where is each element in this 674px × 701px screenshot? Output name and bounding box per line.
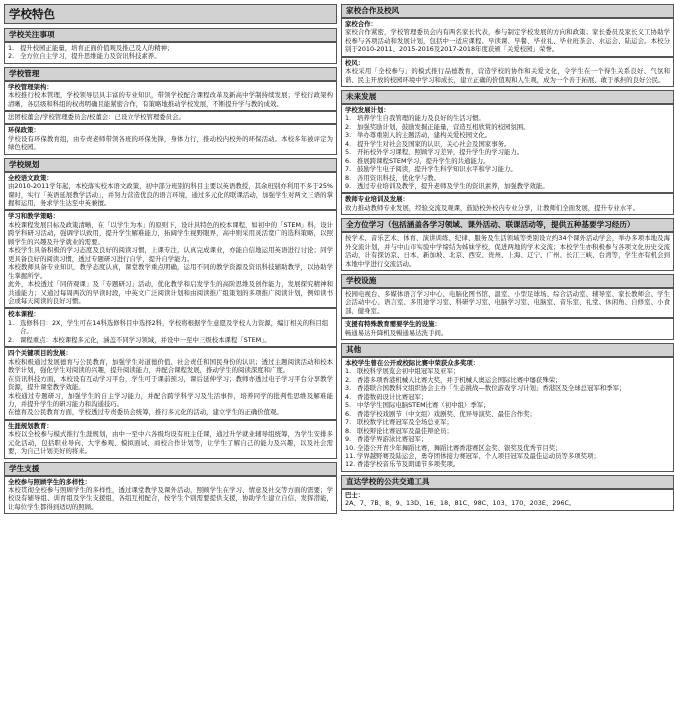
career-title: 生涯规划教育： <box>8 421 53 430</box>
strategy-para: 本校学生具备积极的学习态度及良好的阅读习惯，上课专注，认真完成课业，亦能自信地运用英语进行讨论；同学更具备良好的阅读习惯，透过专题研习进行自学，提升自学能力。 <box>8 246 333 263</box>
plan-box <box>341 104 674 194</box>
list-item: 1. 选修科目：2X，学生可在14科选修科目中选择2科，学校将根据学生意愿及学校人力资源，编订相关的科目组合。 <box>8 318 329 336</box>
lang-box <box>4 172 337 211</box>
list-item: 7. 联校数学比赛冠军及全场总亚军； <box>345 418 453 427</box>
list-item: 1. 培养学生自我管理的能力及良好的生活习惯。 <box>345 114 485 123</box>
coop-title: 家校合作： <box>345 19 377 28</box>
teacher-box <box>341 193 674 215</box>
facilities-box <box>341 288 674 318</box>
list-item: 7. 鼓励学生电子阅读，提升学生科学知识水平和学习能力。 <box>345 165 517 174</box>
arch-title: 学校管理架构： <box>8 82 53 91</box>
env-box <box>4 124 337 154</box>
home-school-heading: 家校合作及校风 <box>341 4 674 18</box>
list-item: 6. 推展跨课程STEM学习，提升学生的共通能力。 <box>345 156 490 165</box>
support-heading: 学生支援 <box>4 462 337 476</box>
teacher-title: 教师专业培训及发展： <box>345 195 409 204</box>
awards-title: 本校学生曾在公开或校际比赛中荣获众多奖项： <box>345 358 480 367</box>
list-item: 3. 举办尊重别人的主题活动，建构关爱校园文化。 <box>345 131 492 140</box>
board-box <box>4 111 337 124</box>
career-text: 本校以全校参与模式推行生涯规划，由中一至中六各级均设有班主任课，通过升学就业辅导组统筹，为学生安排多元化活动，包括职业导向、大学参观、模拟面试、商校合作计划等，让学生了解自己的能力及兴趣，以及社会需要，为自己计划美好的将来。 <box>8 430 333 456</box>
coop-text: 家校合作紧密，学校管理委员会内有两名家长代表，参与制定学校发展的方向和政策；家长委员及家长义工协助学校参与各项活动和发展计划，包括中一适应课程、早读课、早餐、毕业礼、毕业班茶会、水运会、陆运会。本校分别于2010-2011、2015-2016及2017-2018年度获颁「关爱校园」荣誉。 <box>345 28 670 54</box>
bus-routes: 2A、7、7B、8、9、13D、16、18、81C、98C、103、170、203E、296C。 <box>345 499 576 508</box>
future-heading: 未来发展 <box>341 90 674 104</box>
management-heading: 学校管理 <box>4 67 337 81</box>
env-text: 学校设有环保教育组，由专责老师带领各班的环保先锋，身体力行，推动校内校外的环保活动。本校多年被评定为绿色校园。 <box>8 134 333 152</box>
diverse-title: 全校参与照顾学生的多样性： <box>8 477 92 486</box>
diverse-text: 本校贯彻全校参与照顾学生的多样性，透过课堂教学及课外活动，照顾学生在学习、情意及社交等方面的需要；学校设有辅导组、训育组及学生支援组，各组互相配合，按学生个别需要提供支援，协助学生建立自信，发挥潜能，让每位学生都得到适切的照顾。 <box>8 486 333 511</box>
lang-text: 由2010-2011学年起，本校落实校本语文政策，初中部分班别的科目主要以英语教授，其余班别亦利用不多于25%课时，实行「英语延展教学活动」，并努力营造优良的语言环境，通过多元化的联课活动，加强学生对两文三语的掌握和运用，务求学生达至中英兼擅。 <box>8 182 333 208</box>
kla-para: 在德育及公民教育方面，学校透过专责委员会统筹，推行多元化的活动，建立学生的正确价值观。 <box>8 408 283 417</box>
facilities-heading: 学校设施 <box>341 274 674 288</box>
kla-para: 在资讯科技方面，本校设有互动学习平台，学生可于课前预习，课后延伸学习；教师亦透过电子学习平台分享教学资源，提升课堂教学效能。 <box>8 374 333 392</box>
whole-person-box <box>341 232 674 271</box>
list-item: 4. 香港数码设计比赛冠军； <box>345 392 428 401</box>
list-item: 1. 联校科学展览会初中组冠军及亚军； <box>345 367 460 376</box>
kla-para: 本校通过专题研习，加强学生的自主学习能力，并配合跨学科学习及生活事件，培养同学的批判性思维及解难能力，并提升学生的研习能力和沟通技巧。 <box>8 391 333 408</box>
right-column <box>341 4 674 511</box>
list-item: 9. 透过专业培训及教学，提升老师及学生的资讯素养，加强教学效能。 <box>345 181 549 190</box>
strategy-box <box>4 210 337 308</box>
list-item: 8. 善用资讯科技，优化学与教。 <box>345 173 441 182</box>
board-text: 法团校董会/学校管理委员会/校董会：已设立学校管理委员会。 <box>8 112 185 121</box>
list-item: 2. 课程重点：本校课程多元化，涵盖不同学习领域，并设中一至中三级校本课程「STEM」。 <box>8 335 271 344</box>
kla-title: 四个关键项目的发展： <box>8 349 72 358</box>
lang-title: 全校语文政策： <box>8 173 53 182</box>
ethos-title: 校风： <box>345 58 365 67</box>
focus-heading: 学校关注事项 <box>4 28 337 42</box>
strategy-para: 此外，本校透过「同侪观课」及「专题研习」活动，优化教学和启发学生的高阶思维及创作能力，发展探究精神和共通能力；又通过每周两次的早读时段，中英文广泛阅读计划和由阅读推广组策划的多项推广阅读计划，例如读书会或每天阅读的良好习惯。 <box>8 280 333 305</box>
left-column <box>4 4 337 514</box>
transport-box <box>341 489 674 511</box>
list-item: 1. 提升校园正能量，培育正面价值观及推己及人的精神； <box>8 43 174 52</box>
career-box <box>4 420 337 459</box>
transport-heading: 直达学校的公共交通工具 <box>341 475 674 489</box>
others-heading: 其他 <box>341 343 674 357</box>
kla-box <box>4 347 337 420</box>
page-title: 学校特色 <box>4 4 337 24</box>
management-box <box>4 81 337 111</box>
whole-person-text: 按学术、音乐艺术、体育、演讲训练、纪律、服务及生活领域等类别设立约34个课外活动学会，举办多项本地及海外交流计划，并与中山市实验中学缔结为姊妹学校，促进两地的学术交流；本校学生亦积极参与各项文化历史交流活动，计有探访京、日本、新加坡、北京、西安、贵州、上海、辽宁、广州、长江三峡、台湾等，学生亦有机会到本地中学进行交流活动。 <box>345 234 670 268</box>
list-item: 10. 全港公开青少年舞蹈比赛，舞蹈比赛香港赛区金奖、银奖及优秀节目奖； <box>345 443 562 452</box>
bus-label: 巴士： <box>345 490 365 499</box>
whole-person-heading: 全方位学习（包括涵盖各学习领域、课外活动、联课活动等，提供五种基要学习经历） <box>341 218 674 232</box>
curriculum-heading: 学校规划 <box>4 158 337 172</box>
env-title: 环保政策： <box>8 126 40 135</box>
teacher-text: 致力推动教师专业发展，经验交流及观课，鼓励校外校内专业分享，让教师们全面发展，提升专业水平。 <box>345 203 639 212</box>
focus-box <box>4 42 337 64</box>
sen-box <box>341 318 674 340</box>
ethos-text: 本校采用「全校参与」的模式推行品德教育，营造学校的协作和关爱文化，令学生在一个得生关系良好、气氛和谐、民主开放的校园环境中学习和成长，建立正确的价值观和人生观，成为一个善于拓展、敢于承担的良好公民。 <box>345 67 670 84</box>
ethos-box <box>341 57 674 87</box>
strategy-title: 学习和教学策略： <box>8 212 60 221</box>
kla-para: 本校积极通过发展德育与公民教育，加强学生对道德价值、社会责任和国民身份的认识；透过主题阅读活动和校本教学计划，强化学生对阅读的兴趣，提升阅读能力，并配合课程发展，推动学生的阅读深度和广度。 <box>8 357 333 375</box>
list-item: 3. 香港联合国教科文组织协会主办「生态挑战—数位游戏学习计划」香港区及全球总冠军和季军； <box>345 384 626 393</box>
awards-box <box>341 357 674 472</box>
list-item: 12. 香港学校音乐节及朗诵节多项奖项。 <box>345 460 460 469</box>
list-item: 8. 联校辩论比赛冠军及最佳辩论员； <box>345 426 453 435</box>
strategy-para: 本校教师具备专业知识，教学态度认真，课堂教学重点明确，运用不同的教学资源及资讯科技辅助教学，以协助学生掌握所学。 <box>8 263 333 280</box>
sen-text: 畅通易达升降机及暢通易达洗手间。 <box>345 328 448 337</box>
list-item: 9. 香港学界游泳比赛冠军； <box>345 435 428 444</box>
load-title: 校本课程： <box>8 310 40 319</box>
list-item: 2. 全方位自主学习，提升思维能力及资讯科技素养。 <box>8 52 161 61</box>
facilities-text: 校园电视台、多媒体语言学习中心、电脑化图书馆、温室、小型足球场、综合活动室、辅导室、家长教师会、学生会活动中心、语言室、多用途学习室、科研学习室、电脑学习室、电脑室、音乐室、礼堂、休闲角、自修室、小食部、健身室。 <box>345 289 670 315</box>
sen-heading: 支援有特殊教育需要学生的设施： <box>345 320 441 329</box>
plan-title: 学校发展计划： <box>345 105 390 114</box>
load-box <box>4 308 337 347</box>
list-item: 2. 香港多项香港机械人比赛大奖，并于机械人奥运会国际比赛中屡获殊荣； <box>345 375 562 384</box>
list-item: 4. 提升学生对社会及国家的认识，关心社会及国家事务。 <box>345 139 511 148</box>
coop-box <box>341 18 674 57</box>
list-item: 2. 加强奖励计划，鼓励发掘正能量，营造互相欣赏的校园氛围。 <box>345 122 530 131</box>
list-item: 5. 中华学生国际电脑STEM比赛（初中组）季军； <box>345 401 490 410</box>
strategy-para: 本校课程发展目标及政策清晰，在「以学生为本」的原则下，设计具特色的校本课程，如初中的「STEM」科，设计跨学科研习活动，强调学以致用，提升学生解难能力，拓阔学生视野眼界，高中则采用灵活宽广的选科策略，以照顾学生的兴趣及升学就业的需要。 <box>8 220 333 246</box>
arch-text: 本校推行校本管理，学校领导层具丰富的专业知识，带领学校配合课程改革及新高中学制持续发展；学校行政架构清晰，各层级和科组的权责明确且能紧密合作，有策略地推动学校发展，不断提升学与教的成效。 <box>8 91 333 108</box>
list-item: 5. 开拓校外学习课程，照顾学习差异，提升学生的学习能力。 <box>345 148 524 157</box>
list-item: 11. 学界越野赛及陆运会，勇夺团体接力赛冠军、个人项目冠军及最佳运动员等多项奖项； <box>345 451 600 460</box>
support-box <box>4 476 337 515</box>
list-item: 6. 香港学校戏剧节（中文组）戏剧奖、优异导演奖、最佳合作奖； <box>345 409 536 418</box>
